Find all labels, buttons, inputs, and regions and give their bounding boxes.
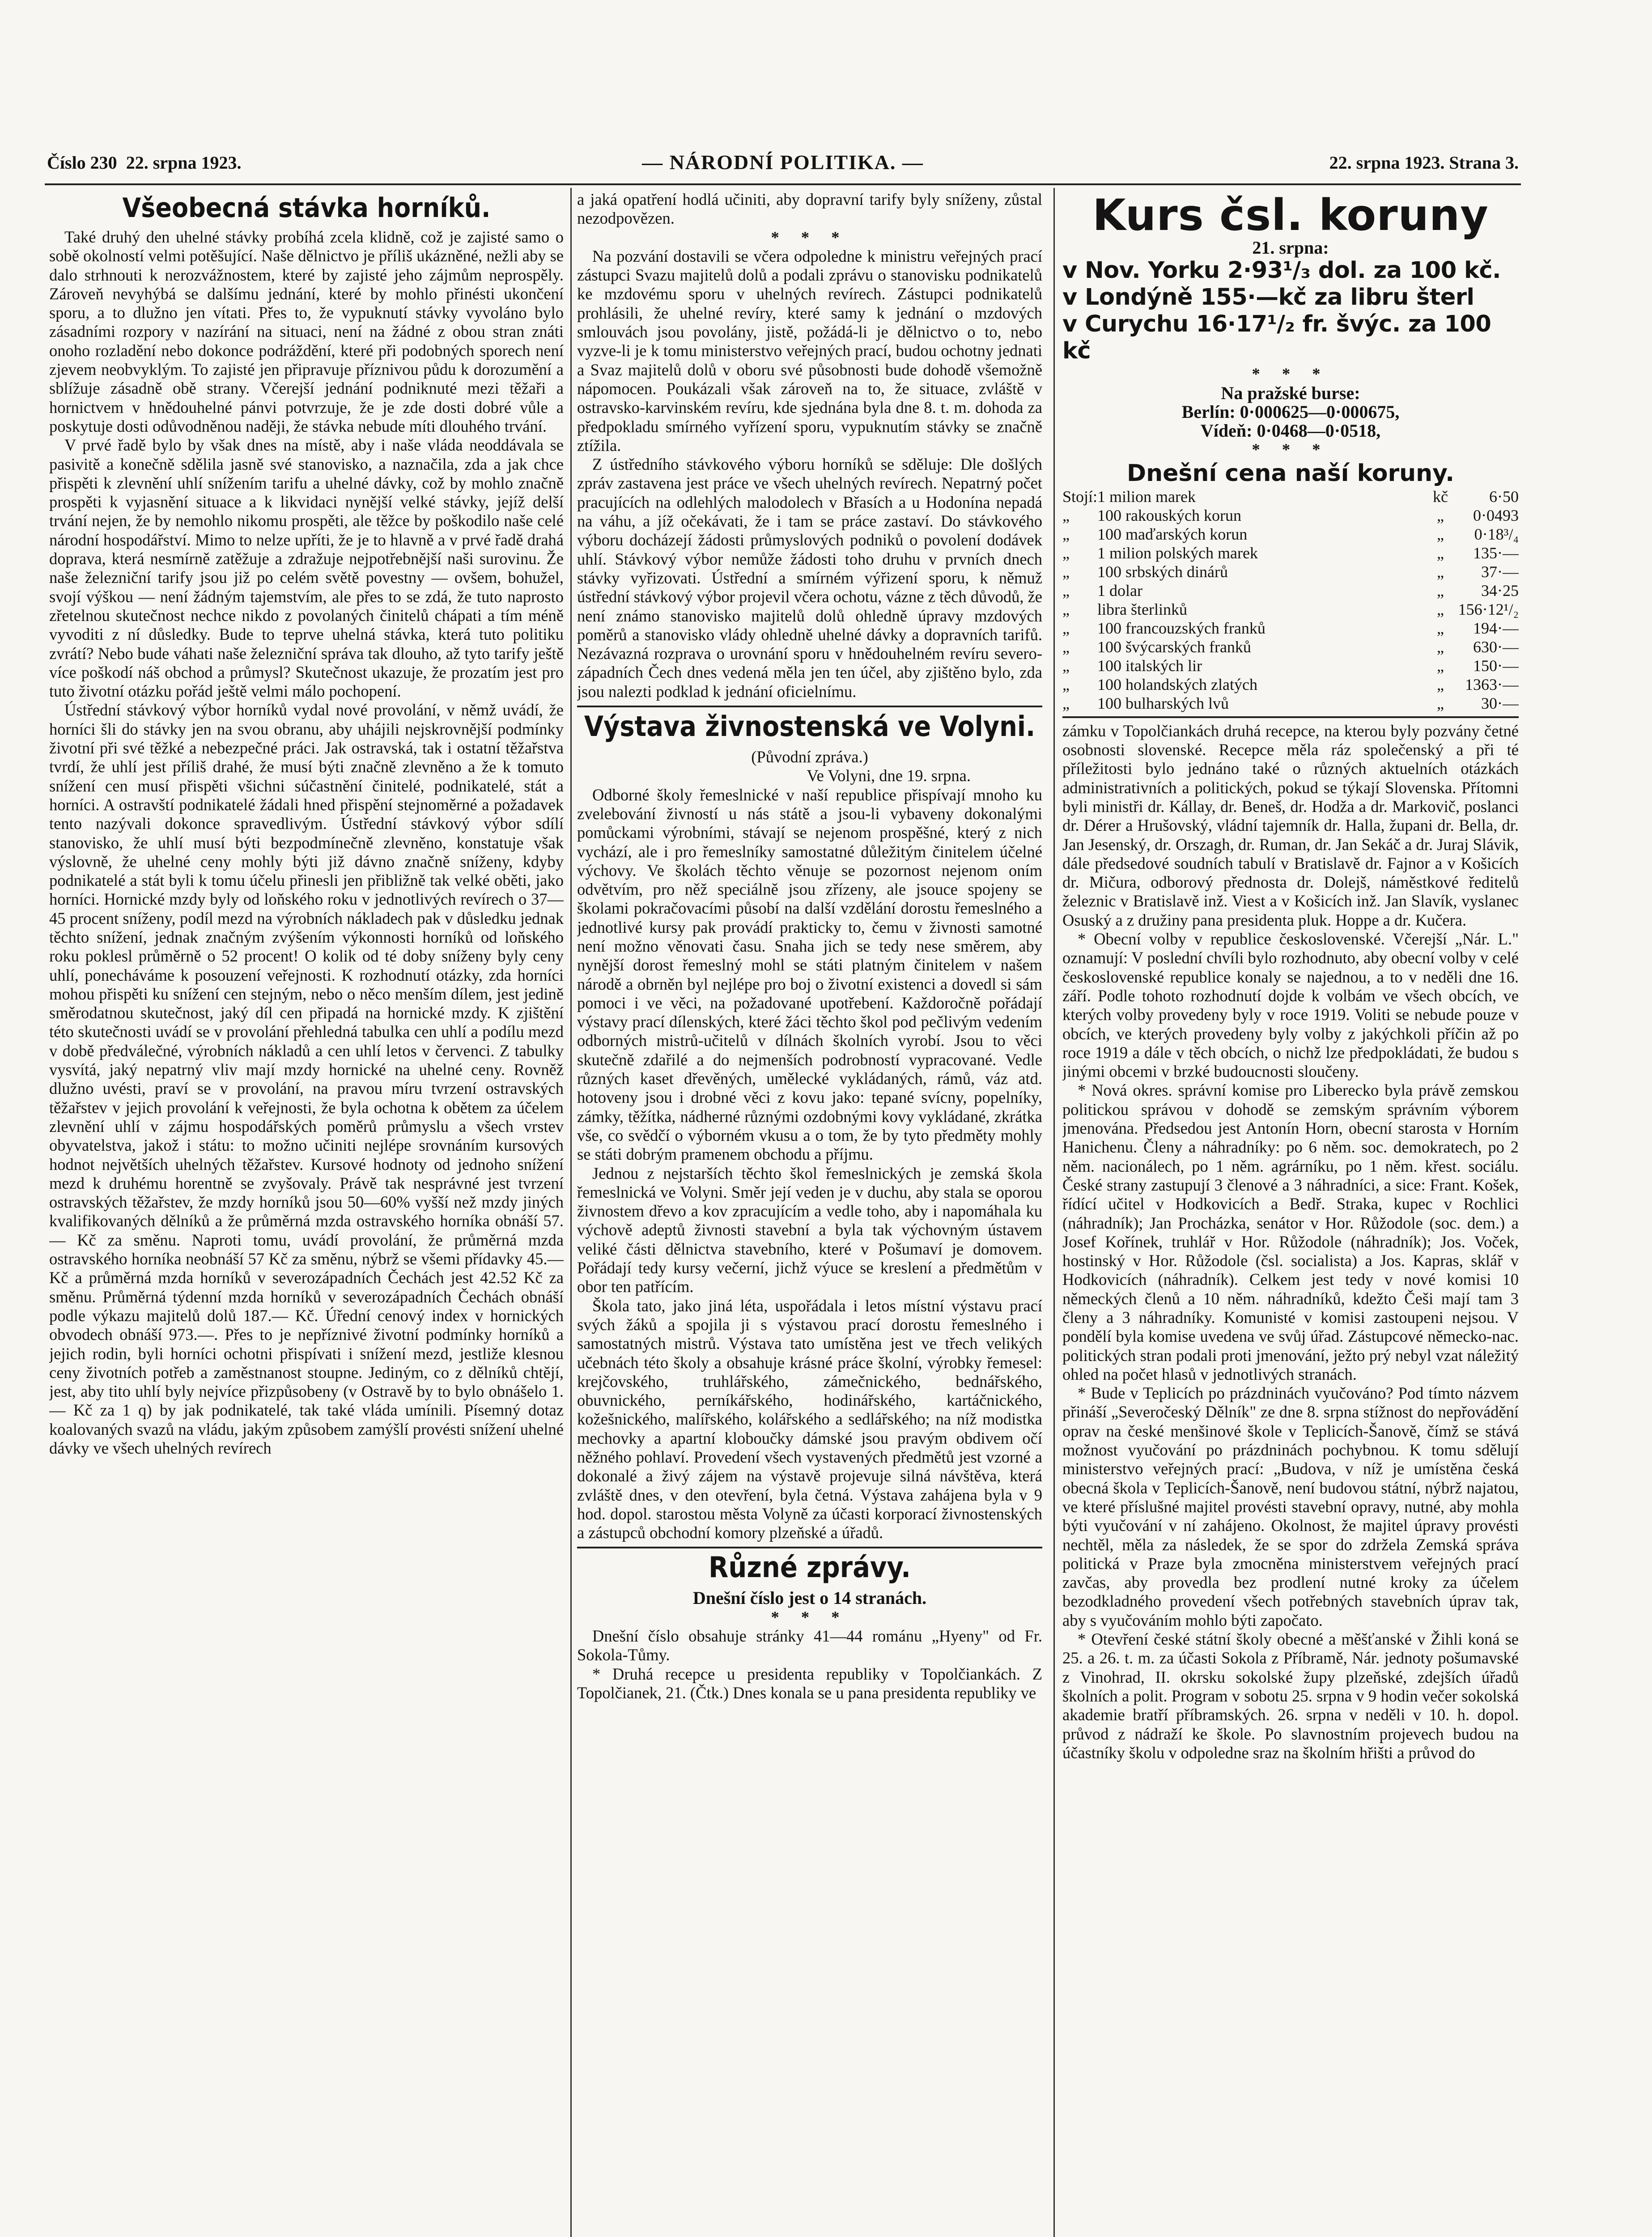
crown-value-row <box>1062 544 1519 562</box>
crown-value-val: 30·— <box>1481 694 1519 712</box>
article-paragraph: Z ústředního stávkového výboru horníků se sděluje: Dle došlých zpráv zastavena jest práce ve všech uhelných revírech. Nepatrný počet pracujících na odlehlých malodolech v Břasích a u Hodonína nepadá na váhu, a jíž očekávati, že i tam se práce zastaví. Do stávkového výboru docházejí žádosti průmyslových podniků o povolení dodávek uhlí. Stávkový výbor nemůže žádosti toho druhu v prvních dnech stávky vyřizovati. Ústřední a smírném výřizení sporu, k němuž ústřední stávkový výbor projevil včera ochotu, vázne z těch důvodů, že není známo stanovisko majitelů dolů ohledně úpravy mzdových poměrů a stanovisko vlády ohledně uhelné dávky a dopravních tarifů. Nezávazná rozprava o urovnání sporu v hnědouhelném revíru severo-západních Čech dnes vedená měla jen ten účel, aby zjištěno bylo, zda jsou nalezti podklad k jednání oficielnímu. <box>577 455 1042 701</box>
column-divider <box>570 188 572 2237</box>
crown-value-val: 0·0493 <box>1473 506 1519 524</box>
crown-value-name: 100 italských lir <box>1097 656 1202 675</box>
exchange-rate-box <box>1062 192 1519 718</box>
crown-value-unit: „ <box>1437 656 1444 675</box>
crown-value-val: 150·— <box>1473 656 1519 675</box>
crown-value-table <box>1062 487 1519 713</box>
column-divider <box>1053 188 1055 2237</box>
rate-london: v Londýně 155·—kč za libru šterl <box>1062 284 1474 311</box>
article-paragraph: * Otevření české státní školy obecné a měšťanské v Žihli koná se 25. a 26. t. m. za účasti Sokola z Příbramě, Nár. jednoty pošumavské z Vinohrad, II. okrsku sokolské župy plzeňské, zdejších úřadů školních a polit. Program v sobotu 25. srpna v 9 hodin večer sokolská akademie bratří příbramských. 26. srpna v neděli v 10. h. dopol. průvod z nádraží ke škole. Po slavnostním projevech budou na účastníky školu v odpoledne sraz na školním hřišti a průvod do <box>1062 1630 1519 1762</box>
crown-value-lbl: „ <box>1062 506 1070 524</box>
crown-value-val: 630·— <box>1473 638 1519 656</box>
crown-value-name: 1 dolar <box>1097 581 1142 600</box>
crown-value-lbl: „ <box>1062 581 1070 600</box>
separator-stars: * * * <box>771 228 849 247</box>
crown-value-unit: „ <box>1437 694 1444 712</box>
rate-zurich: v Curychu 16·17¹/₂ fr. švýc. za 100 kč <box>1062 311 1491 365</box>
burse-heading: Na pražské burse: <box>1221 383 1360 403</box>
crown-value-unit: „ <box>1437 600 1444 618</box>
crown-value-unit: kč <box>1433 487 1448 506</box>
crown-value-lbl: Stojí: <box>1062 487 1098 506</box>
crown-value-row <box>1062 581 1519 600</box>
article-paragraph: * Bude v Teplicích po prázdninách vyučováno? Pod tímto názvem přináší „Severočeský Dělník" ze dne 8. srpna stížnost do nepřovádění oprav na české menšinové škole v Teplicích-Šanově, čímž se stává možnost vyučování po prázdninách pochybnou. K tomu sdělují ministerstvo veřejných prací: „Budova, v níž je umístěna česká obecná škola v Teplicích-Šanově, není budovou státní, nýbrž najatou, ve které příslušné majitel provésti stavební opravy, nutné, aby mohla býti vyučování v ní zahájeno. Okolnost, že majitel úpravy provésti nechtěl, měla za následek, že se spor do zdržela Zemská správa politická v Praze byla zmocněna ministerstvem veřejných prací zavčas, aby provedla bez prodlení nutné kroky za účelem bezodkladného provedení všech potřebných stavebních úprav tak, aby s vyučováním mohlo býti započato. <box>1062 1384 1519 1629</box>
crown-value-unit: „ <box>1437 562 1444 581</box>
crown-value-name: 100 holandských zlatých <box>1097 675 1257 693</box>
page-number: 22. srpna 1923. Strana 3. <box>1329 153 1519 173</box>
crown-value-lbl: „ <box>1062 544 1070 562</box>
crown-value-title: Dnešní cena naší koruny. <box>1126 459 1455 487</box>
crown-value-row <box>1062 525 1519 544</box>
masthead <box>47 152 1519 188</box>
article-paragraph: Také druhý den uhelné stávky probíhá zcela klidně, což je zajisté samo o sobě okolností velmi potěšující. Naše dělnictvo je příliš ukázněné, nežli aby se dalo strhnouti k nerozvážnostem, které by zajisté jeho zájmům neprospěly. Zároveň nevyhýbá se dalšímu jednání, které by mohlo přinésti ukončení sporu, a to dlužno jen vítati. Přes to, že vypuknutí stávky vyvoláno bylo zásadními rozpory v nazírání na situaci, není na žádné z obou stran znáti onoho rozladění nebo dokonce podráždění, které při podobných sporech není zjevem neobvyklým. To zajisté jen připravuje příznivou půdu k dorozumění a sblížuje zásadně obě strany. Včerejší jednání podniknuté mezi těžaři a hornictvem v hnědouhelné pánvi potvrzuje, že je zde dosti dobré vůle a poskytuje dosti odůvodněnou naději, že stávka nebude míti dlouhého trvání. <box>49 228 564 435</box>
crown-value-unit: „ <box>1437 506 1444 524</box>
crown-value-lbl: „ <box>1062 619 1070 637</box>
crown-value-unit: „ <box>1437 525 1444 543</box>
exchange-rate-date: 21. srpna: <box>1252 238 1329 258</box>
article-paragraph: Na pozvání dostavili se včera odpoledne k ministru veřejných prací zástupci Svazu majitelů dolů a podali zprávu o stanovisku podnikatelů ke mzdovému sporu v uhelných revírech. Zástupci podnikatelů prohlásili, že uhelné revíry, které samy k jednání o mzdových smlouvách jsou povolány, jistě, požádá-li je dělnictvo o to, nebo vyzve-li je k tomu ministerstvo veřejných prací, budou ochotny jednati a Svaz majitelů dolů v oboru své působnosti bude dohodě všemožně nápomocen. Poukázali však zároveň na to, že situace, zvláště v ostravsko-karvinském revíru, kde sjednána byla dne 8. t. m. dohoda za předpokladu smírného vyřízení sporu, vypuknutím stávky se značně ztížila. <box>577 247 1042 455</box>
rate-new-york: v Nov. Yorku 2·93¹/₃ dol. za 100 kč. <box>1062 257 1501 284</box>
crown-value-name: libra šterlinků <box>1097 600 1187 618</box>
crown-value-lbl: „ <box>1062 638 1070 656</box>
crown-value-unit: „ <box>1437 544 1444 562</box>
crown-value-val: 37·— <box>1481 562 1519 581</box>
crown-value-unit: „ <box>1437 619 1444 637</box>
crown-value-row <box>1062 562 1519 581</box>
column-2 <box>577 190 1042 2237</box>
crown-value-row <box>1062 694 1519 713</box>
crown-value-val: 0·18³/₄ <box>1474 525 1519 543</box>
crown-value-row <box>1062 638 1519 656</box>
article-source: (Původní zpráva.) <box>751 748 868 766</box>
crown-value-lbl: „ <box>1062 675 1070 693</box>
crown-value-row <box>1062 600 1519 619</box>
section-headline: Různé zprávy. <box>709 1551 911 1585</box>
header-rule <box>45 183 1521 185</box>
crown-value-lbl: „ <box>1062 694 1070 712</box>
burse-berlin: Berlín: 0·000625—0·000675, <box>1181 401 1400 422</box>
column-3 <box>1062 190 1519 2237</box>
crown-value-name: 100 rakouských korun <box>1097 506 1241 524</box>
crown-value-lbl: „ <box>1062 656 1070 675</box>
burse-vienna: Vídeň: 0·0468—0·0518, <box>1200 421 1381 441</box>
article-paragraph: * Nová okres. správní komise pro Liberecko byla právě zemskou politickou správou v dohodě se zemským správním výborem jmenována. Předsedou jest Antonín Horn, obecní starosta v Horním Hanichenu. Členy a náhradníky: po 6 něm. soc. demokratech, po 2 něm. nacionálech, po 1 něm. agrárníku, po 1 něm. křest. sociálu. České strany zastupují 3 členové a 3 náhradníci, a sice: Frant. Košek, řídící učitel v Hodkovicích a Bedř. Straka, kupec v Rochlici (náhradník); Jan Procházka, senátor v Hor. Růžodole (soc. dem.) a Josef Kořínek, truhlář v Hor. Růžodole (náhradník); Jos. Voček, hostinský v Hor. Růžodole (čsl. socialista) a Jos. Kapras, sklář v Hodkovicích (náhradník). Celkem jest tedy v nové komisi 10 německých členů a 10 něm. náhradníků, kdežto Češi mají tam 3 členy a 3 náhradníky. Komunisté v komisi zastoupeni nejsou. V pondělí byla komise uvedena ve svůj úřad. Zástupcové německo-nac. politických stran podali proti jmenování, ježto prý nebyl vzat náležitý ohled na počet hlasů v jednotlivých stranách. <box>1062 1081 1519 1383</box>
separator-stars: * * * <box>1252 440 1329 459</box>
separator-stars: * * * <box>1252 365 1329 383</box>
article-paragraph: Jednou z nejstarších těchto škol řemeslnických je zemská škola řemeslnická ve Volyni. Směr její veden je v duchu, aby stala se oporou živnostem dřevo a kov zpracujícím a vedle toho, aby i napomáhala ku výchově adeptů živnosti stavební a byla tak výchovným ústavem veliké části dělnictva stavebního, které v Pošumaví je domovem. Pořádají tedy kursy večerní, jichž výuce se kreslení a předmětům v obor ten patřícím. <box>577 1164 1042 1296</box>
issue-date: Číslo 230 22. srpna 1923. <box>47 153 242 173</box>
article-paragraph: V prvé řadě bylo by však dnes na místě, aby i naše vláda neoddávala se pasivitě a konečně sdělila jasně své stanovisko, a naznačila, zda a jak chce přispěti k zlevnění uhlí snížením tarifu a uhelné dávky, což by mohlo značně prospěti k vyjasnění situace a k likvidaci nynější velké stávky, jejíž delší trvání nejen, že by nemohlo nikomu prospěti, ale těžce by poškodilo naše celé národní hospodářství. Mimo to nelze upříti, že je to hlavně a v prvé řadě drahá doprava, která nesmírně zatěžuje a zdražuje nejpotřebnější naši surovinu. Že naše železniční tarify jsou již po celém světě povestny — ovšem, bohužel, svojí výškou — není žádným tajemstvím, ale přes to se zdá, že tuto naprosto zřetelnou skutečnost nechce nikdo z povolaných činitelů chápati a tím méně vyvoditi z ní důsledky. Bude to teprve uhelná stávka, která tuto politiku zvrátí? Nebo bude váhati naše železniční správa tak dlouho, až tyto tarify ještě více poškodí náš obchod a průmysl? Skutečnost ukazuje, že prozatím jest pro tuto životní otázku pořád ještě velmi málo pochopení. <box>49 436 564 701</box>
section-subhead: Dnešní číslo jest o 14 stranách. <box>692 1588 927 1608</box>
newspaper-title: — NÁRODNÍ POLITIKA. — <box>642 151 924 174</box>
crown-value-row <box>1062 656 1519 675</box>
crown-value-name: 100 švýcarských franků <box>1097 638 1251 656</box>
article-paragraph: Dnešní číslo obsahuje stránky 41—44 románu „Hyeny" od Fr. Sokola-Tůmy. <box>577 1627 1042 1664</box>
crown-value-unit: „ <box>1437 581 1444 600</box>
crown-value-name: 1 milion marek <box>1097 487 1196 506</box>
crown-value-unit: „ <box>1437 638 1444 656</box>
crown-value-name: 100 francouzských franků <box>1097 619 1266 637</box>
article-headline: Všeobecná stávka horníků. <box>122 192 491 224</box>
crown-value-val: 34·25 <box>1481 581 1519 600</box>
crown-value-name: 100 bulharských lvů <box>1097 694 1229 712</box>
exchange-rate-title: Kurs čsl. koruny <box>1092 190 1489 240</box>
separator-stars: * * * <box>771 1608 849 1626</box>
article-paragraph: Ústřední stávkový výbor horníků vydal nové provolání, v němž uvádí, že horníci šli do stávky jen na svou obranu, aby uhájili nejskrovnější podmínky životní při své těžké a nebezpečné práci. Jak ostravská, tak i ostatní těžařstva tvrdí, že uhlí jest příliš drahé, že musí býti značně zlevněno a že k tomuto snížení cen musí přispěti všichni súčastnění činitelé, podnikatelé, stát a horníci. A ostravští podnikatelé žádali hned přispění stejnoměrné a požadavek tento nazývali dokonce spravedlivým. Ústřední stávkový výbor sdílí stanovisko, že uhlí musí býti bezpodmínečně zlevněno, konstatuje však výslovně, že uhelné ceny mohly býti již dávno značně sníženy, kdyby podnikatelé a stát byli k tomu účelu přinesli jen přibližně tak velké oběti, jako horníci. Hornické mzdy byly od loňského roku v jednotlivých revírech o 37—45 procent sníženy, podíl mezd na výrobních nákladech pak v důsledku jednak těchto snížení, jednak značným zvýšením výkonnosti horníků od loňského roku poklesl průměrně o 52 procent! O kolik od té doby sníženy byly ceny uhlí, ponecháváme k posouzení veřejnosti. K rozhodnutí otázky, zda horníci mohou přispěti ku snížení cen stejným, nebo o něco menším dílem, jest jedině směrodatnou skutečnost, jaký díl cen připadá na hornické mzdy. K zjištění této skutečnosti uvádí se v provolání přehledná tabulka cen uhlí a podílu mezd v době předválečné, výrobních nákladů a cen uhlí letos v červenci. Z tabulky vysvítá, jaký nepatrný vliv mají mzdy hornické na uhelné ceny. Rovněž dlužno uvésti, praví se v provolání, na pravou míru tvrzení ostravských těžařstev v jejich provolání k veřejnosti, že byla ochotna k obětem za účelem zlevnění uhlí v zájmu hospodářských poměrů průmyslu a všech vrstev obyvatelstva, jakož i státu: to možno učiniti nejlépe srovnáním kursových hodnot největších uhelných těžařstev. Kursové hodnoty od jednoho snížení mezd k druhému horentně se zvyšovaly. Právě tak nesprávné jest tvrzení ostravských těžařstev, že mzdy horníků jsou 50—60% vyšší než mzdy jiných kvalifikovaných dělníků a že průměrná mzda ostravského horníka obnáší 57.— Kč za směnu. Naproti tomu, uvádí provolání, že průměrná mzda ostravského horníka neobnáší 57 Kč za směnu, nýbrž se všemi přídavky 45.— Kč a průměrná mzda horníků v severozápadních Čechách jest 42.52 Kč za směnu. Průměrná týdenní mzda horníků v severozápadních Čechách obnáší podle výkazu majitelů dolů 187.— Kč. Úřední cenový index v hornických obvodech obnáší 973.—. Přes to je nepříznivé životní podmínky horníků a jejich rodin, byli horníci ochotni přispívati i snížení mezd, jestliže klesnou ceny životních potřeb a zaměstnanost stoupne. Jediným, co z dělníků chtějí, jest, aby tito uhlí byly nejvíce přizpůsobeny (v Ostravě by to bylo obnášelo 1.— Kč za 1 q) by jak podnikatelé, tak také vláda umínili. Písemný dotaz koalovaných svazů na vládu, jakým způsobem zamýšlí provésti snížení uhelné dávky ve všech uhelných revírech <box>49 701 564 1457</box>
crown-value-lbl: „ <box>1062 525 1070 543</box>
crown-value-name: 100 maďarských korun <box>1097 525 1248 543</box>
crown-value-val: 6·50 <box>1489 487 1519 506</box>
crown-value-row <box>1062 487 1519 506</box>
article-paragraph: zámku v Topolčiankách druhá recepce, na kterou byly pozvány četné osobnosti slovenské. Recepce měla ráz společenský a při té příležitosti bylo jednáno také o různých aktuelních otázkách administrativních a politických, pokud se týkají Slovenska. Přítomni byli ministři dr. Kállay, dr. Beneš, dr. Hodža a dr. Markovič, poslanci dr. Dérer a Hrušovský, vládní tajemník dr. Halla, župani dr. Bella, dr. Jan Jesenský, dr. Orszagh, dr. Ruman, dr. Jan Sekáč a dr. Juraj Slávik, dále předsedové soudních tabulí v Bratislavě dr. Fajnor a v Košicích dr. Mičura, odborový přednosta dr. Dolejš, náměstkové ředitelů železnic v Bratislavě inž. Viest a v Košicích inž. Jan Slavík, vyslanec Osuský a z družiny pana presidenta pluk. Hoppe a dr. Kučera. <box>1062 721 1519 929</box>
article-paragraph: a jaká opatření hodlá učiniti, aby dopravní tarify byly sníženy, zůstal nezodpovězen. <box>577 190 1042 228</box>
crown-value-name: 1 milion polských marek <box>1097 544 1258 562</box>
article-headline: Výstava živnostenská ve Volyni. <box>584 710 1036 743</box>
crown-value-unit: „ <box>1437 675 1444 693</box>
article-paragraph: Odborné školy řemeslnické v naší republice přispívají mnoho ku zvelebování živností u nás státě a jsou-li vybaveny dokonalými pomůckami výrobními, stávají se nejenom prospěšné, který z nich vychází, ale i pro řemeslníky samostatné důležitým činitelem účelné výchovy. Ve školách těchto věnuje se pozornost nejenom oním odvětvím, pro něž speciálně jsou zřízeny, ale jsouce spojeny se školami pokračovacími působí na další vzdělání dorostu řemeslného a jednotlivé kursy pak provádí prakticky to, čemu v živnosti samotné není možno věnovati času. Snaha jich se tedy nese směrem, aby nynější dorost řemeslný mohl se státi platným činitelem v našem národě a obrněn byl nejlépe pro boj o životní existenci a dovedl si sám pomoci i ve věci, na požadované upotřebení. Každoročně pořádají výstavy prací dílenských, které žáci těchto škol pod pečlivým vedením odborných mistrů-učitelů v dílnách školních vyrobí. Jsou to věci skutečně zdařilé a do nejmenších podrobností vypracované. Vedle různých kaset dřevěných, umělecké vykládaných, rámů, váz atd. hotoveny jsou i drobné věci z kovu jako: tepané svícny, popelníky, zámky, těžítka, nádherné různými ozdobnými kovy vykládané, zkrátka vše, co svědčí o výborném vkusu a o tom, že by tyto předměty mohly se státi dobrým pramenem obchodu a příjmu. <box>577 785 1042 1164</box>
crown-value-lbl: „ <box>1062 600 1070 618</box>
crown-value-val: 135·— <box>1473 544 1519 562</box>
crown-value-val: 156·12¹/₂ <box>1458 600 1519 618</box>
article-paragraph: * Druhá recepce u presidenta republiky v Topolčiankách. Z Topolčianek, 21. (Čtk.) Dnes konala se u pana presidenta republiky ve <box>577 1664 1042 1702</box>
crown-value-val: 1363·— <box>1465 675 1519 693</box>
crown-value-row <box>1062 619 1519 638</box>
crown-value-row <box>1062 675 1519 694</box>
article-paragraph: * Obecní volby v republice československé. Včerejší „Nár. L." oznamují: V poslední chvíli bylo rozhodnuto, aby obecní volby v celé československé republice konaly se najednou, a to v neděli dne 16. září. Podle tohoto rozhodnutí dojde k volbám ve všech obcích, ve kterých volby provedeny byly v roce 1919. Voliti se nebude pouze v obcích, ve kterých provedeny byly volby z jakýchkoli příčin až po roce 1919 a dále v těch obcích, o nichž lze předpokládati, že budou s jinými obcemi v brzké budoucnosti sloučeny. <box>1062 930 1519 1081</box>
column-1 <box>49 190 564 2237</box>
crown-value-val: 194·— <box>1473 619 1519 637</box>
crown-value-row <box>1062 506 1519 525</box>
crown-value-name: 100 srbských dinárů <box>1097 562 1228 581</box>
dateline: Ve Volyni, dne 19. srpna. <box>807 766 971 785</box>
crown-value-lbl: „ <box>1062 562 1070 581</box>
article-paragraph: Škola tato, jako jiná léta, uspořádala i letos místní výstavu prací svých žáků a spojila ji s výstavou prací dorostu řemeslného i samostatných mistrů. Výstava tato umístěna jest ve třech velikých učebnách této školy a obsahuje krásné práce školní, výrobky řemesel: krejčovského, truhlářského, zámečnického, bednářského, obuvnického, perníkářského, hodinářského, kartáčnického, kožešnického, malířského, kolářského a sedlářského; na níž modistka mechovky a apartní kloboučky dámské jsou pravým obdivem očí něžného pohlaví. Provedení všech vystavených předmětů jest vzorné a dokonalé a živý zájem na výstavě projevuje silná návštěva, která zvláště dnes, v den otevření, byla četná. Výstava zahájena byla v 9 hod. dopol. starostou města Volyně za účasti korporací živnostenských a zástupců obchodní komory plzeňské a úřadů. <box>577 1296 1042 1542</box>
